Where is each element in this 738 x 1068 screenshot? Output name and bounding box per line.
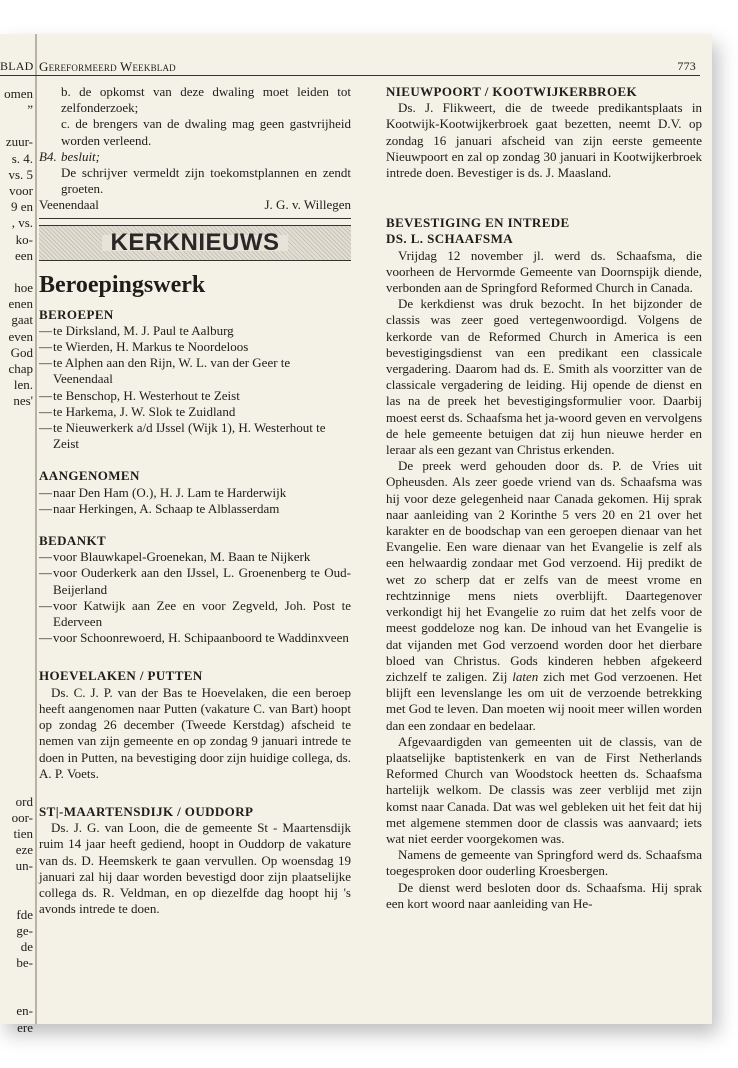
fragment-line: ere	[17, 1019, 33, 1035]
bevestiging-paragraph: De kerkdienst was druk bezocht. In het bijzonder de classis was zeer goed vertegenwoordigd. Volgens de kerkorde van de Reformed Church in America is een bevestigingsdienst van een predikant een classicale vergadering. Daarom had ds. E. Smith als voorzitter van de classicale vergadering de leiding. Hij opende de dienst en las na de preek het bevestigingsformulier voor. Daarbij moest eerst ds. Schaafsma het ja-woord geven en vervolgens de hele gemeente betuigen dat zij hun nieuwe herder en leraar als een gezant van Christus erkenden.	[386, 296, 702, 458]
bevestiging-paragraph: De dienst werd besloten door ds. Schaafsma. Hij sprak een kort woord naar aanleiding van He-	[386, 879, 702, 911]
fragment-line: be-	[16, 955, 33, 971]
bevestiging-paragraph: Afgevaardigden van gemeenten uit de classis, van de plaatselijke baptistenkerk en van de First Netherlands Reformed Church van Woodstock heetten ds. Schaafsma hartelijk welkom. De classis was zeer verblijd met zijn komst naar Canada. Dat was wel gebleken uit het feit dat hij met algemene stemmen door de classis was aanvaard; iets wat niet eerder voorgekomen was.	[386, 733, 702, 846]
fragment-line: eze	[15, 842, 33, 858]
fragment-line: fde	[16, 906, 33, 922]
journal-title: Gereformeerd Weekblad	[39, 59, 176, 74]
decision-label: B4.	[39, 148, 57, 164]
list-item: — voor Ouderkerk aan den IJssel, L. Groenenberg te Oud-Beijerland	[39, 565, 351, 597]
fragment-line: ord	[15, 793, 33, 809]
list-item: — te Alphen aan den Rijn, W. L. van der Geer te Veenendaal	[39, 355, 291, 387]
fragment-line: len.	[13, 377, 33, 393]
author-note: De schrijver vermeldt zijn toekomstplannen en zendt groeten.	[61, 165, 351, 197]
decision-text: besluit;	[61, 148, 100, 164]
previous-column-fragments	[0, 86, 33, 1036]
hoevelaken-heading: HOEVELAKEN / PUTTEN	[39, 668, 203, 684]
nieuwpoort-text: Ds. J. Flikweert, die de tweede predikantsplaats in Kootwijk-Kootwijkerbroek gaat bezetten, neemt D.V. op zondag 16 januari afscheid van zijn eerste gemeente Nieuwpoort en zal op zondag 30 januari in Kootwijkerbroek intrede doen. Bevestiger is ds. J. Maasland.	[386, 100, 702, 181]
divider	[39, 218, 351, 219]
bevestiging-paragraph: Vrijdag 12 november jl. werd ds. Schaafsma, die voorheen de Hervormde Gemeente van Doornspijk diende, verbonden aan de Springford Reformed Church in Canada.	[386, 247, 702, 296]
bevestiging-heading: BEVESTIGING EN INTREDE	[386, 215, 570, 231]
list-item: — voor Schoonrewoerd, H. Schipaanboord te Waddinxveen	[39, 630, 349, 646]
list-item: — voor Katwijk aan Zee en voor Zegveld, Joh. Post te Ederveen	[39, 597, 351, 630]
fragment-line: ko-	[15, 231, 33, 247]
fragment-line: chap	[8, 361, 33, 377]
fragment-line: zuur-	[5, 134, 33, 150]
bevestiging-subheading: DS. L. SCHAAFSMA	[386, 231, 514, 247]
fragment-line: oor-	[11, 809, 33, 825]
list-item: — naar Den Ham (O.), H. J. Lam te Harderwijk	[39, 484, 287, 500]
list-item: — voor Blauwkapel-Groenekan, M. Baan te Nijkerk	[39, 549, 311, 565]
nieuwpoort-heading: NIEUWPOORT / KOOTWIJKERBROEK	[386, 84, 638, 99]
fragment-line: ge-	[16, 922, 33, 938]
emphasis: laten	[512, 668, 539, 684]
fragment-line: omen	[4, 86, 33, 101]
aangenomen-heading: AANGENOMEN	[39, 468, 140, 484]
list-item: — te Wierden, H. Markus te Noordeloos	[39, 339, 249, 355]
signature-row	[39, 197, 351, 213]
hoevelaken-text: Ds. C. J. P. van der Bas te Hoevelaken, die een beroep heeft aangenomen naar Putten (vakature C. van Bart) hoopt op zondag 26 december (Tweede Kerstdag) afscheid te nemen van zijn gemeente en op zondag 9 januari intrede te doen in Putten, na bevestiging door zijn huidige collega, ds. A. P. Voets.	[39, 684, 351, 781]
ouddorp-text: Ds. J. G. van Loon, die de gemeente St - Maartensdijk ruim 14 jaar heeft gediend, hoopt in Ouddorp de vakature van ds. D. Heemskerk te gaan vervullen. Op woensdag 19 januari zal hij daar worden bevestigd door zijn plaatselijke collega ds. R. Veldman, en op diezelfde dag hoopt hij 's avonds intrede te doen.	[39, 820, 351, 917]
gutter-line	[35, 34, 37, 1024]
section-banner	[39, 225, 351, 261]
intro-text-c: c. de brengers van de dwaling mag geen gastvrijheid worden verleend.	[61, 116, 351, 148]
bevestiging-paragraph: Namens de gemeente van Springford werd ds. Schaafsma toegesproken door ouderling Kroesbergen.	[386, 847, 702, 879]
list-item: — te Dirksland, M. J. Paul te Aalburg	[39, 322, 234, 338]
list-item: — te Nieuwerkerk a/d IJssel (Wijk 1), H. Westerhout te Zeist	[39, 420, 326, 452]
ouddorp-heading: ST|-MAARTENSDIJK / OUDDORP	[39, 803, 254, 819]
signature-place: Veenendaal	[39, 197, 99, 213]
fragment-line: enen	[8, 296, 33, 312]
fragment-line: even	[8, 328, 33, 344]
fragment-line: un-	[15, 858, 33, 874]
fragment-line: hoe	[14, 280, 33, 296]
right-column	[386, 84, 702, 912]
page-number: 773	[677, 59, 696, 73]
bevestiging-paragraph: De preek werd gehouden door ds. P. de Vries uit Opheusden. Als zeer goede vriend van ds. Schaafsma was hij voor deze gelegenheid naar Canada gekomen. Hij sprak naar aanleiding van 2 Korinthe 5 vers 20 en 21 over het karakter en de boodschap van een geroepen dienaar van het Evangelie. Een ware dienaar van het Evangelie is zelf als een helwaardig zondaar met God verzoend. Hij predikt de wet zo scherp dat er zelfs van de meest vrome en rechtzinnige mens niets overblijft. Daartegenover verkondigt hij het Evangelie zo ruim dat het zelfs voor de meest goddeloze nog kan. De inhoud van het Evangelie is dat vijanden met God verzoend worden door het dierbare bloed van Christus. Gods kinderen hebben afgekeerd zichzelf te zaligen. Zij laten zich met God verzoenen. Het blijft een levenslange les om uit de verzoende betrekking met God te leven. Dan moeten wij nooit meer willen worden dan een zondaar en bedelaar.	[386, 458, 703, 733]
intro-text-b: b. de opkomst van deze dwaling moet leiden tot zelfonderzoek;	[61, 84, 351, 116]
section-banner-title: KERKNIEUWS	[102, 235, 287, 251]
page-header	[0, 55, 700, 76]
beroepen-heading: BEROEPEN	[39, 306, 114, 322]
fragment-line: gaat	[11, 312, 33, 328]
fragment-line: de	[20, 939, 33, 955]
magazine-page	[0, 34, 712, 1035]
fragment-line: , vs.	[11, 215, 33, 231]
fragment-line: ”	[27, 102, 33, 118]
left-column	[39, 84, 351, 917]
fragment-line: nes'	[13, 393, 33, 409]
header-prev-fragment: BLAD	[0, 59, 34, 73]
list-item: — te Harkema, J. W. Slok te Zuidland	[39, 403, 236, 419]
bedankt-heading: BEDANKT	[39, 533, 107, 549]
fragment-line: 9 en	[10, 199, 33, 215]
fragment-line: God	[10, 344, 33, 360]
section-heading: Beroepingswerk	[39, 271, 206, 298]
fragment-line: voor	[9, 183, 33, 199]
list-item: — naar Herkingen, A. Schaap te Alblasserdam	[39, 500, 280, 516]
fragment-line: een	[14, 247, 33, 263]
fragment-line: en-	[16, 1003, 33, 1019]
fragment-line: vs. 5	[8, 166, 33, 182]
fragment-line: tien	[13, 826, 33, 842]
list-item: — te Benschop, H. Westerhout te Zeist	[39, 387, 240, 403]
signature-name: J. G. v. Willegen	[264, 197, 351, 213]
fragment-line: s. 4.	[11, 150, 33, 166]
decision-line	[39, 149, 351, 165]
